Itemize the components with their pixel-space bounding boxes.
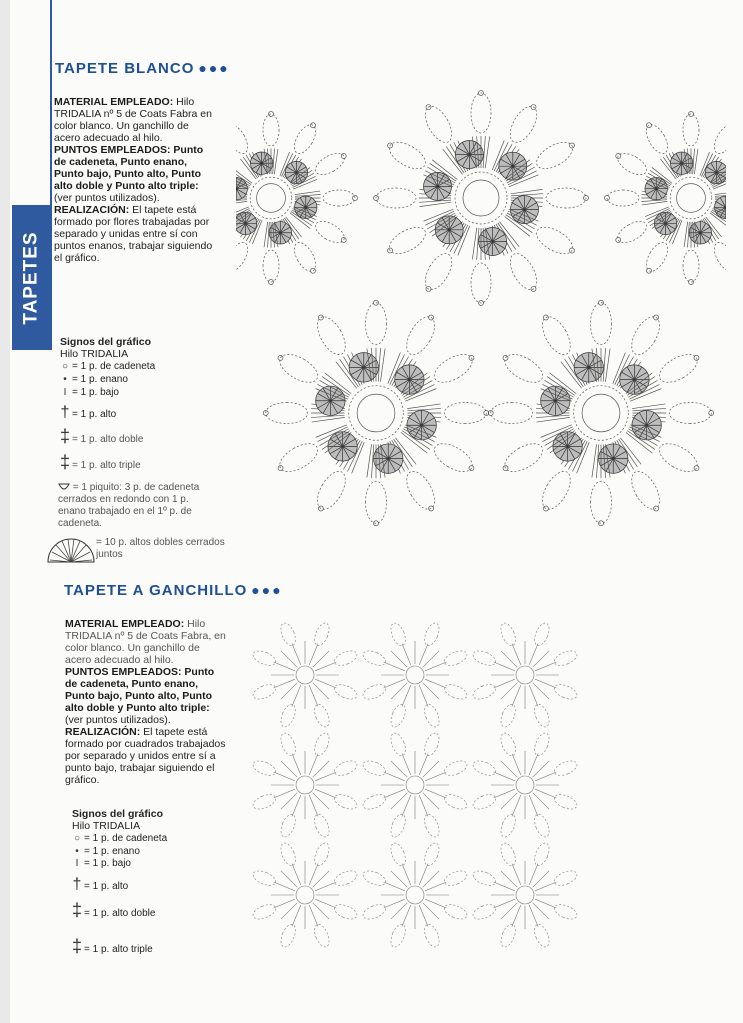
pattern1-legend-sub: Hilo TRIDALIA	[60, 348, 129, 360]
legend-text: = 1 p. de cadeneta	[72, 361, 156, 372]
slip-stitch-icon: •	[63, 374, 67, 385]
pattern2-puntos-label: PUNTOS EMPLEADOS:	[65, 666, 182, 678]
square-motif	[251, 621, 359, 729]
pattern1-crochet-chart	[236, 88, 726, 553]
flower-motif	[263, 300, 489, 526]
square-motif	[251, 841, 359, 949]
square-motif	[361, 731, 469, 839]
pattern2-puntos-text: Punto de cadeneta, Punto enano, Punto bajo, Punto alto, Punto alto doble y Punto alto triple:	[65, 666, 215, 714]
triple-treble-icon: ‡	[59, 452, 70, 472]
legend-text: = 1 p. enano	[84, 846, 140, 857]
triple-treble-icon: ‡	[71, 936, 82, 956]
legend-text: = 1 p. alto	[84, 881, 129, 892]
flower-motif	[488, 300, 714, 526]
single-crochet-icon: I	[75, 858, 79, 869]
pattern1-material-label: MATERIAL EMPLEADO:	[54, 96, 174, 108]
square-motif	[361, 621, 469, 729]
square-motif	[471, 841, 579, 949]
pattern2-legend-item	[70, 833, 167, 844]
square-motif	[471, 621, 579, 729]
pattern1-realizacion-label: REALIZACIÓN:	[54, 204, 130, 216]
pattern1-legend-item	[58, 387, 119, 398]
pattern2-legend-item	[70, 846, 140, 857]
treble-crochet-icon: ‡	[59, 426, 70, 446]
picot-text: = 1 piquito: 3 p. de cadeneta cerrados en redondo con 1 p. enano trabajado en el 1º p. de cadeneta.	[58, 482, 200, 529]
pattern2-legend-item	[70, 858, 131, 869]
pattern2-legend-title: Signos del gráfico	[72, 808, 164, 820]
square-motif	[471, 731, 579, 839]
pattern1-picot-legend	[58, 482, 218, 530]
pattern1-puntos-note: (ver puntos utilizados).	[54, 192, 160, 204]
pattern1-legend-item	[58, 374, 128, 385]
pattern2-legend-sub: Hilo TRIDALIA	[72, 820, 141, 832]
pattern1-puntos-text: Punto de cadeneta, Punto enano, Punto bajo, Punto alto, Punto alto doble y Punto alto triple:	[54, 144, 204, 192]
pattern1-legend-item	[58, 361, 155, 372]
pattern1-instructions	[54, 96, 214, 264]
pattern1-realizacion-text: El tapete está formado por flores trabajadas por separado y unidas entre sí con puntos enanos, trabajar siguiendo el gráfico.	[54, 204, 213, 264]
pattern2-material-text: Hilo TRIDALIA nº 5 de Coats Fabra, en color blanco. Un ganchillo de acero adecuado al hilo.	[65, 618, 226, 666]
legend-text: = 1 p. alto doble	[84, 908, 156, 919]
single-crochet-icon: I	[63, 387, 67, 398]
fan-icon	[46, 534, 96, 569]
legend-text: = 1 p. alto doble	[72, 434, 144, 445]
flower-motif	[605, 112, 727, 285]
slip-stitch-icon: •	[75, 846, 79, 857]
legend-text: = 1 p. enano	[72, 374, 128, 385]
pattern2-title	[64, 582, 283, 599]
double-crochet-icon: †	[60, 404, 70, 421]
legend-text: = 1 p. alto triple	[72, 460, 141, 471]
pattern1-material-text: Hilo TRIDALIA nº 5 de Coats Fabra en color blanco. Un ganchillo de acero adecuado al hilo.	[54, 96, 212, 144]
legend-text: = 1 p. bajo	[84, 858, 131, 869]
legend-text: = 1 p. alto	[72, 409, 117, 420]
double-crochet-icon: †	[72, 876, 82, 893]
flower-motif	[374, 91, 589, 306]
flower-motif	[236, 112, 358, 285]
legend-text: = 1 p. alto triple	[84, 944, 153, 955]
pattern2-legend-item	[70, 900, 155, 921]
pattern2-legend-item	[70, 876, 128, 894]
pattern1-legend-item	[58, 452, 141, 473]
pattern1-legend-item	[58, 426, 143, 447]
pattern2-crochet-chart	[250, 620, 580, 955]
square-motif	[361, 841, 469, 949]
picot-icon	[58, 482, 70, 492]
pattern2-title-text: TAPETE A GANCHILLO	[64, 582, 248, 599]
pattern2-realizacion-text: El tapete está formado por cuadrados trabajados por separado y unidos entre sí a punto bajo, trabajar siguiendo el gráfico.	[65, 726, 226, 786]
chain-stitch-icon: ○	[73, 833, 81, 844]
legend-text: = 1 p. de cadeneta	[84, 833, 168, 844]
treble-crochet-icon: ‡	[71, 900, 82, 920]
page-gutter	[0, 0, 10, 1023]
fan-text: = 10 p. altos dobles cerrados juntos	[96, 537, 225, 560]
pattern1-legend-item	[58, 404, 116, 422]
pattern1-title	[55, 60, 230, 77]
square-motif	[251, 731, 359, 839]
pattern1-title-text: TAPETE BLANCO	[55, 60, 195, 77]
pattern2-realizacion-label: REALIZACIÓN:	[65, 726, 141, 738]
section-tab-label: TAPETES	[21, 230, 42, 325]
pattern2-instructions	[65, 618, 227, 786]
legend-text: = 1 p. bajo	[72, 387, 119, 398]
pattern1-difficulty-dots: ●●●	[198, 60, 230, 76]
pattern1-legend-title: Signos del gráfico	[60, 336, 152, 348]
pattern2-legend-item	[70, 936, 153, 957]
pattern2-difficulty-dots: ●●●	[251, 582, 283, 598]
pattern1-puntos-label: PUNTOS EMPLEADOS:	[54, 144, 171, 156]
pattern2-material-label: MATERIAL EMPLEADO:	[65, 618, 185, 630]
pattern2-puntos-note: (ver puntos utilizados).	[65, 714, 171, 726]
chain-stitch-icon: ○	[61, 361, 69, 372]
